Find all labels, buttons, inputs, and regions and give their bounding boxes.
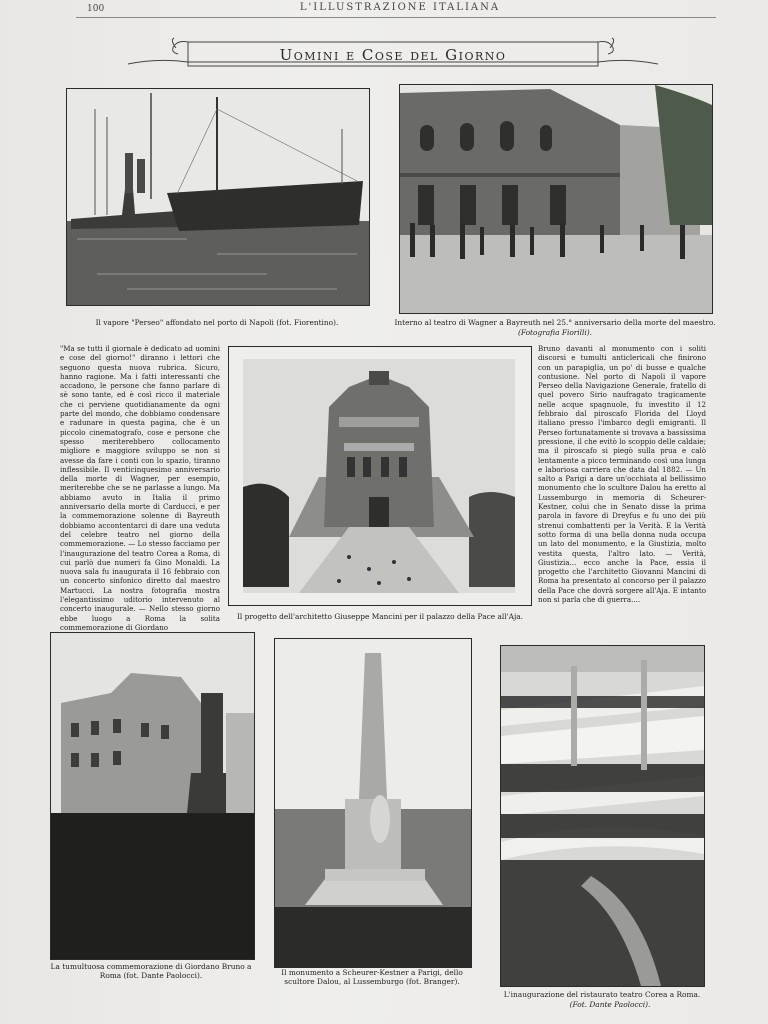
- caption-bayreuth: Interno al teatro di Wagner a Bayreuth nel 25.° anniversario della morte del maestro.: [394, 318, 716, 327]
- caption-scheurer: Il monumento a Scheurer-Kestner a Parigi, dello scultore Dalou, al Lussemburgo (fot. Branger).: [281, 968, 463, 986]
- article-left-column: "Ma se tutti il giornale è dedicato ad uomini e cose del giorno!" diranno i lettori che seguono questa nuova rubrica. Sicuro, hanno ragione. Ma i fatti interessanti che accadono, le persone che fanno parlare di sè sono tante, ed è così ricco il materiale che ci perviene quotidianamente da ogni parte del mondo, che dobbiamo condensare e radunare in questa pagina, che è un piccolo cinematografo, cose e persone che spesso meriterebbero collocamento migliore e maggiore sviluppo se non si avesse da fare i conti con lo spazio, tiranno inflessibile. Il venticinquesimo anniversario della morte di Wagner, per esempio, meriterebbe che se ne parlasse a lungo. Ma abbiamo avuto in Italia il primo anniversario della morte di Carducci, e per la commemorazione solenne di Bayreuth dobbiamo accontentarci di dare una veduta del celebre teatro nel giorno della commemorazione. — Lo stesso facciamo per l'inaugurazione del teatro Corea a Roma, di cui parlò due numeri fa Gino Monaldi. La nuova sala fu inaugurata il 16 febbraio con un concerto sinfonico diretto dal maestro Martucci. La nostra fotografia mostra l'elegantissimo uditorio intervenuto al concerto inaugurale. — Nello stesso giorno ebbe luogo a Roma la solita commemorazione di Giordano: [60, 344, 220, 632]
- caption-bayreuth-credit: (Fotografia Fiorilli).: [518, 328, 592, 337]
- section-banner: [128, 36, 658, 70]
- photo-scheurer-kestner-monument: [274, 638, 472, 968]
- photo-perseo-ship: [66, 88, 370, 306]
- photo-palazzo-pace: [228, 346, 532, 606]
- photo-bruno-commemoration: [50, 632, 255, 960]
- caption-palazzo: Il progetto dell'architetto Giuseppe Mancini per il palazzo della Pace all'Aja.: [236, 612, 524, 621]
- photo-teatro-corea: [500, 645, 705, 987]
- caption-bruno: La tumultuosa commemorazione di Giordano Bruno a Roma (fot. Dante Paolocci).: [50, 962, 252, 980]
- caption-perseo: Il vapore "Perseo" affondato nel porto di Napoli (fot. Fiorentino).: [95, 318, 339, 327]
- article-right-column: Bruno davanti al monumento con i soliti discorsi e tumulti anticlericali che finirono con un parapiglia, un po' di busse e qualche contusione. Nel porto di Napoli il vapore Perseo della Navigazione Generale, fratello di quel povero Sirio naufragato tragicamente nelle acque spagnuole, fu investito il 12 febbraio dal piroscafo Florida del Lloyd italiano presso l'imbarco degli emigranti. Il Perseo fortunatamente si trovava a bassissima pressione, il che evitò lo scoppio delle caldaie; ma il piroscafo si piegò sulla prua e calò lentamente a picco terminando così una lunga e laboriosa carriera che data dal 1882. — Un salto a Parigi a dare un'occhiata al bellissimo monumento che lo scultore Dalou ha eretto al Lussemburgo in memoria di Scheurer-Kestner, colui che in Senato disse la prima parola in favore di Dreyfus e fu uno dei più strenui combattenti per la Verità. E la Verità sotto forma di una bella donna nuda occupa un lato del monumento, e la Giustizia, molto vestita questa, l'altro lato. — Verità, Giustizia... ecco anche la Pace, essia il progetto che l'architetto Giovanni Mancini di Roma ha presentato al concorso per il palazzo della Pace che dovrà sorgere all'Aja. E intanto non si parla che di guerra....: [538, 344, 706, 605]
- photo-bayreuth-theatre: [399, 84, 713, 314]
- header-rule: [76, 17, 716, 18]
- caption-corea-credit: (Fot. Dante Paolocci).: [569, 1000, 651, 1009]
- caption-corea: L'inaugurazione del ristaurato teatro Corea a Roma.: [503, 990, 701, 999]
- running-title: L'ILLUSTRAZIONE ITALIANA: [299, 2, 501, 13]
- banner-title: Uomini e Cose del Giorno: [279, 46, 507, 64]
- page-number: 100: [87, 4, 105, 14]
